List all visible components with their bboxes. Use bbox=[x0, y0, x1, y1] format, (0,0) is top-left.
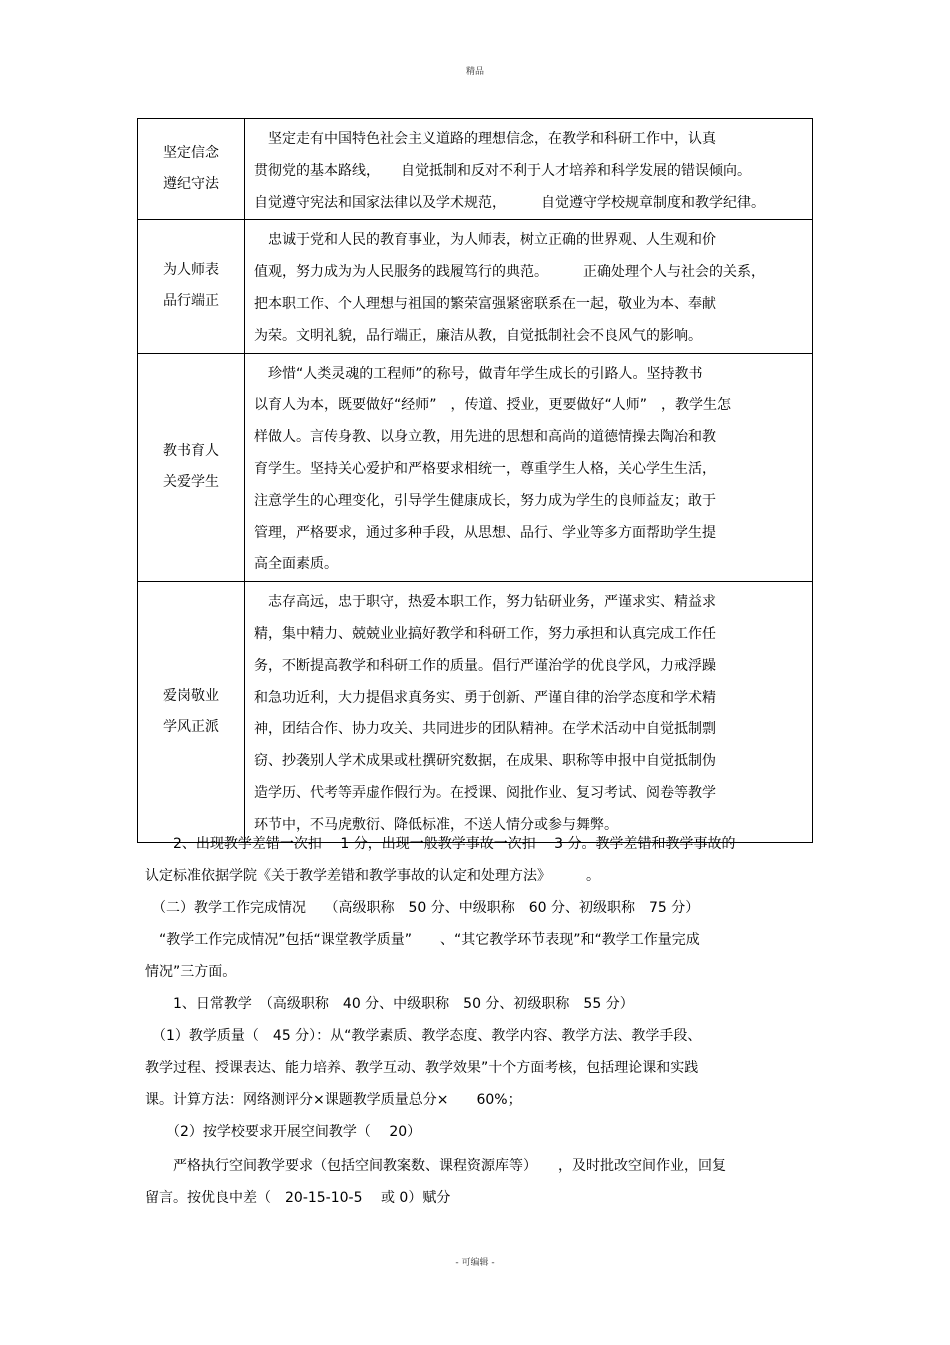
description-line: 造学历、代考等弄虚作假行为。在授课、阅批作业、复习考试、阅卷等教学 bbox=[254, 784, 716, 801]
table-row bbox=[138, 220, 813, 353]
category-cell bbox=[138, 220, 245, 353]
description-line: 精，集中精力、兢兢业业搞好教学和科研工作，努力承担和认真完成工作任 bbox=[254, 625, 716, 642]
paragraph-line: 严格执行空间教学要求（包括空间教案数、课程资源库等） ，及时批改空间作业，回复 bbox=[145, 1158, 726, 1174]
paragraph-line: 2、出现教学差错一次扣 1 分，出现一般教学事故一次扣 3 分。教学差错和教学事故的 bbox=[145, 836, 736, 852]
category-cell bbox=[138, 353, 245, 582]
description-line: 务，不断提高教学和科研工作的质量。倡行严谨治学的优良学风，力戒浮躁 bbox=[254, 657, 716, 674]
table-row bbox=[138, 119, 813, 220]
description-line: 自觉遵守宪法和国家法律以及学术规范， 自觉遵守学校规章制度和教学纪律。 bbox=[254, 194, 765, 211]
paragraph-line: 留言。按优良中差（ 20-15-10-5 或 0）赋分 bbox=[145, 1190, 451, 1206]
description-line: 环节中，不马虎敷衍、降低标准，不送人情分或参与舞弊。 bbox=[254, 816, 618, 833]
category-label: 教书育人 bbox=[163, 443, 219, 460]
category-label: 关爱学生 bbox=[163, 474, 219, 491]
category-label: 遵纪守法 bbox=[163, 176, 219, 193]
description-line: 珍惜“人类灵魂的工程师”的称号，做青年学生成长的引路人。坚持教书 bbox=[268, 365, 703, 382]
description-line: 忠诚于党和人民的教育事业，为人师表，树立正确的世界观、人生观和价 bbox=[268, 232, 716, 249]
category-cell bbox=[138, 119, 245, 220]
paragraph-line: 情况”三方面。 bbox=[145, 964, 237, 980]
page-header: 精品 bbox=[465, 67, 484, 77]
paragraph-line: （2）按学校要求开展空间教学（ 20） bbox=[145, 1124, 422, 1140]
description-cell bbox=[245, 119, 813, 220]
description-line: 贯彻党的基本路线， 自觉抵制和反对不利于人才培养和科学发展的错误倾向。 bbox=[254, 162, 751, 179]
description-line: 管理，严格要求，通过多种手段，从思想、品行、学业等多方面帮助学生提 bbox=[254, 524, 716, 541]
description-line: 坚定走有中国特色社会主义道路的理想信念，在教学和科研工作中，认真 bbox=[268, 131, 716, 147]
category-cell bbox=[138, 582, 245, 842]
category-label: 品行端正 bbox=[163, 293, 219, 310]
description-line: 样做人。言传身教、以身立教，用先进的思想和高尚的道德情操去陶冶和教 bbox=[254, 429, 716, 446]
category-label: 爱岗敬业 bbox=[163, 687, 219, 704]
paragraph-line: 课。计算方法：网络测评分×课题教学质量总分× 60%； bbox=[145, 1092, 522, 1108]
description-line: 值观，努力成为为人民服务的践履笃行的典范。 正确处理个人与社会的关系， bbox=[254, 264, 765, 281]
description-line: 高全面素质。 bbox=[254, 556, 338, 573]
table-row bbox=[138, 582, 813, 842]
category-label: 为人师表 bbox=[163, 262, 219, 279]
paragraph-line: 教学过程、授课表达、能力培养、教学互动、教学效果”十个方面考核，包括理论课和实践 bbox=[145, 1060, 699, 1076]
description-cell bbox=[245, 353, 813, 582]
ethics-table bbox=[137, 118, 813, 843]
category-label: 学风正派 bbox=[163, 718, 219, 735]
paragraph-line: “教学工作完成情况”包括“课堂教学质量” 、“其它教学环节表现”和“教学工作量完成 bbox=[145, 932, 700, 948]
description-line: 为荣。文明礼貌，品行端正，廉洁从教，自觉抵制社会不良风气的影响。 bbox=[254, 327, 702, 344]
description-line: 以育人为本，既要做好“经师” ，传道、授业，更要做好“人师” ，教学生怎 bbox=[254, 397, 732, 414]
description-line: 窃、抄袭别人学术成果或杜撰研究数据，在成果、职称等申报中自觉抵制伪 bbox=[254, 753, 716, 770]
paragraph-line: （1）教学质量（ 45 分）：从“教学素质、教学态度、教学内容、教学方法、教学手段、 bbox=[145, 1028, 702, 1044]
description-line: 志存高远，忠于职守，热爱本职工作，努力钻研业务，严谨求实、精益求 bbox=[268, 594, 716, 611]
description-line: 神，团结合作、协力攻关、共同进步的团队精神。在学术活动中自觉抵制剽 bbox=[254, 721, 716, 738]
page-footer: - 可编辑 - bbox=[455, 1258, 495, 1268]
description-cell bbox=[245, 220, 813, 353]
paragraph-line: 认定标准依据学院《关于教学差错和教学事故的认定和处理方法》 。 bbox=[145, 868, 600, 884]
description-line: 和急功近利，大力提倡求真务实、勇于创新、严谨自律的治学态度和学术精 bbox=[254, 689, 716, 706]
description-line: 把本职工作、个人理想与祖国的繁荣富强紧密联系在一起，敬业为本、奉献 bbox=[254, 295, 716, 312]
category-label: 坚定信念 bbox=[163, 145, 219, 162]
paragraph-line: （二）教学工作完成情况 （高级职称 50 分、中级职称 60 分、初级职称 75 分） bbox=[145, 900, 700, 916]
description-cell bbox=[245, 582, 813, 842]
paragraph-line: 1、日常教学 （高级职称 40 分、中级职称 50 分、初级职称 55 分） bbox=[145, 996, 634, 1012]
description-line: 注意学生的心理变化，引导学生健康成长，努力成为学生的良师益友；敢于 bbox=[254, 492, 716, 509]
description-line: 育学生。坚持关心爱护和严格要求相统一，尊重学生人格，关心学生生活， bbox=[254, 460, 716, 477]
table-row bbox=[138, 353, 813, 582]
